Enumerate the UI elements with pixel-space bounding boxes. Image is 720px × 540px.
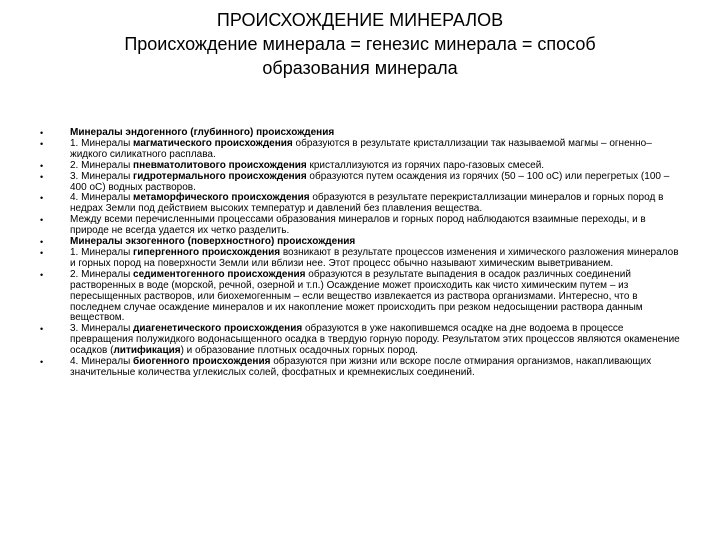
bullet-item: • 4. Минералы метаморфического происхождения образуются в результате перекристаллизации минералов и горных пород в недрах Земли под действием высоких температур и давлений без плавления вещества. [40,193,680,215]
bullet-item: • 2. Минералы пневматолитового происхождения кристаллизуются из горячих паро-газовых смесей. [40,161,680,172]
bullet-item: • Минералы экзогенного (поверхностного) происхождения [40,237,680,248]
bullet-item: • 4. Минералы биогенного происхождения образуются при жизни или вскоре после отмирания организмов, накапливающих значительные количества углекислых солей, фосфатных и кремнекислых соединений. [40,357,680,379]
bullet-item: • 2. Минералы седиментогенного происхождения образуются в результате выпадения в осадок различных соединений растворенных в воде (морской, речной, озерной и т.п.) Осаждение может происходить как чисто химическим путем – из пересыщенных растворов, или биохемогенным – если вещество извлекается из раствора организмами. Интересно, что в последнем случае осаждение минералов и их накопление может происходить при резком недосыщении раствора данным веществом. [40,270,680,325]
title-line-3: образования минерала [262,58,458,78]
bullet-item: • 3. Минералы диагенетического происхождения образуются в уже накопившемся осадке на дне водоема в процессе превращения полужидкого водонасыщенного осадка в твердую горную породу. Результатом этих процессов являются окаменение осадков (литификация) и образование плотных осадочных горных пород. [40,324,680,357]
title-line-1: ПРОИСХОЖДЕНИЕ МИНЕРАЛОВ [216,10,504,30]
bullet-item: • Минералы эндогенного (глубинного) происхождения [40,128,680,139]
bullet-item: • 1. Минералы магматического происхождения образуются в результате кристаллизации так называемой магмы – огненно–жидкого силикатного расплава. [40,139,680,161]
bullet-item: • 3. Минералы гидротермального происхождения образуются путем осаждения из горячих (50 – 100 оС) или перегретых (100 – 400 оС) водных растворов. [40,172,680,194]
slide-title [60,8,660,80]
bullet-item: • 1. Минералы гипергенного происхождения возникают в результате процессов изменения и химического разложения минералов и горных пород на поверхности Земли или вблизи нее. Этот процесс обычно называют химическим выветриванием. [40,248,680,270]
title-line-2: Происхождение минерала = генезис минерала = способ [124,34,596,54]
bullet-list [40,128,680,379]
bullet-item: • Между всеми перечисленными процессами образования минералов и горных пород наблюдаются взаимные переходы, и в природе не всегда удается их четко разделить. [40,215,680,237]
